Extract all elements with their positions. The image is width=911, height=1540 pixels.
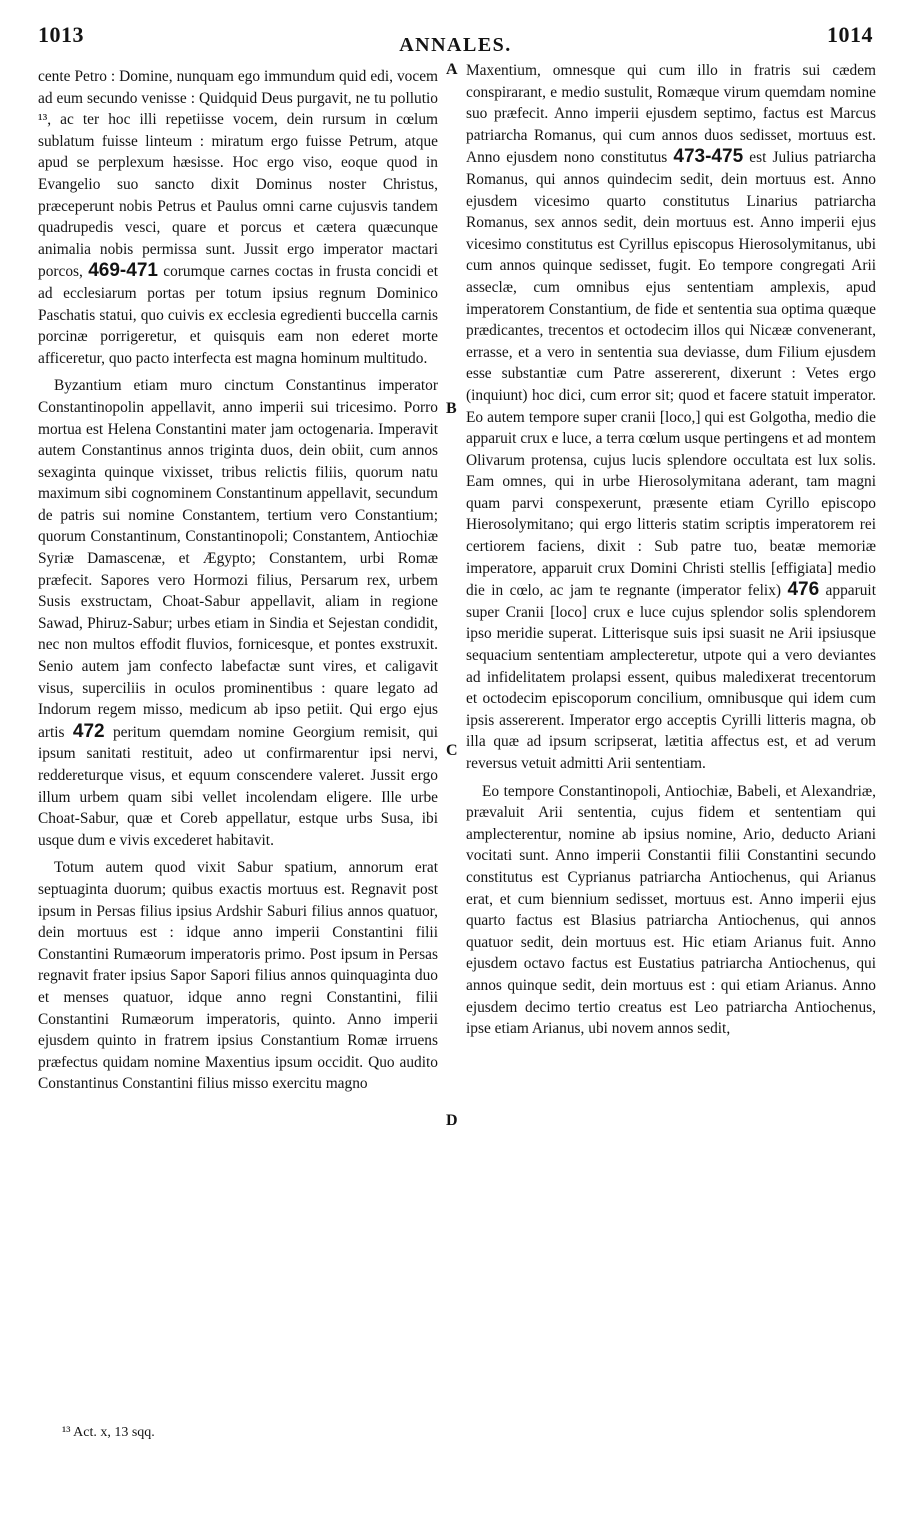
running-title: ANNALES. [399, 34, 512, 56]
year-marker-inline: 469-471 [88, 260, 158, 282]
right-paragraph: Eo tempore Constantinopoli, Antiochiæ, Babeli, et Alexandriæ, prævaluit Arii sententia, cujus fidem et sententiam qui amplecterentur, nomine ab ipsius nomine, Ario, deducto Ariani vocitati sunt. Anno imperii Constantii filii Constantini secundo constitutus est Cyprianus patriarcha Antiochenus, qui Arianus erat, et cum biennium sedisset, mortuus est. Anno imperii ejus quarto factus est Blasius patriarcha Antiochenus, qui annos quatuor sedit, dein mortuus est. Hic etiam Arianus fuit. Anno ejusdem octavo factus est Eustatius patriarcha Antiochenus, qui annos quinque sedit, dein mortuus est : qui etiam Arianus. Anno ejusdem decimo tertio creatus est Leo patriarcha Antiochenus, ipse etiam Arianus, ubi novem annos sedit, [466, 782, 876, 1038]
left-paragraph: cente Petro : Domine, nunquam ego immundum quid edi, vocem ad eum secundo venisse : Quidquid Deus purgavit, ne tu pollutio ¹³, ac ter hoc illi repetiisse vocem, dein rursum in cœlum sublatum fuisse linteum : miratum ergo fuisse Petrum, atque apud se perplexum hæsisse. Hoc ergo viso, eoque quod in Evangelio suo sancto dixit Dominus noster Christus, præceperunt nobis Petrus et Paulus omni carne cujusvis tandem quadrupedis vesci, quare et porcus et cætera quæcunque animalia nobis permissa sunt. Jussit ergo imperator mactari porcos, 469-471 corumque carnes coctas in frusta concidi et ad ecclesiarum portas per totum ipsius regnum Dominico Paschatis statui, quo cuivis ex ecclesia egredienti buccella carnis porcinæ porrigeretur, et quisquis eam non ederet morte afficeretur, quo pacto interfecta est magna hominum multitudo. [38, 68, 438, 367]
right-paragraph: Maxentium, omnesque qui cum illo in fratris sui cædem conspirarant, e medio sustulit, Romæque virum quemdam nomine suo præfecit. Anno imperii ejusdem septimo, factus est Marcus patriarcha Romanus, qui cum annos duos sedisset, mortuus est. Anno ejusdem nono constitutus 473-475 est Julius patriarcha Romanus, qui annos quindecim sedit, dein mortuus est. Anno ejusdem vicesimo quarto constitutus Linarius patriarcha Romanus, sex annos sedit, dein mortuus est. Anno imperii ejus vicesimo constitutus est Cyrillus episcopus Hierosolymitanus, ubi cum annos quinque sedisset, fugit. Eo tempore congregati Arii asseclæ, cum omnibus ejus sententiam amplexis, apud imperatorem Constantium, de fide et sententia sua optima quæque prædicantes, trecentos et octodecim illos qui Nicææ convenerant, errasse, et a vero in sententia sua deviasse, dum Filium ejusdem esse substantiæ cum Patre assererent, dixerunt : Vetes ergo (inquiunt) hoc dici, cum error sit; quod et facere statuit imperator. Eo autem tempore super cranii [loco,] qui est Golgotha, medio die apparuit crux e luce, a terra cœlum usque pertingens et ad montem Olivarum protensa, cujus lucis splendore occultata est lux solis. Eam omnes, qui in urbe Hierosolymitana aderant, tam magni quam parvi conspexerunt, præsente etiam Cyrillo episcopo Hierosolymitano; qui ergo litteris statim scriptis imperatorem rei certiorem faciens, dixit : Sub patre tuo, beatæ memoriæ imperatore, apparuit crux Domini Christi stellis [effigiata] medio die in cœlo, ac jam te regnante (imperator felix) 476 apparuit super Cranii [loco] crux e luce cujus splendor solis splendorem ipso meridie superat. Litterisque suis ipsi suasit ne Arii ipsiusque sequacium sententiam amplecteretur, utpote qui a vero deviantes ad infidelitatem prolapsi essent, quibus maledixerat trecentorum et octodecim episcoporum concilium, omnibusque qui idem cum ipsis assererent. Imperator ergo acceptis Cyrilli litteris magna, ob illa quæ ad ipsum scripserat, lætitia affectus est, et ad verum reversus vetuit admitti Arii sententiam. [466, 62, 876, 772]
right-column [466, 60, 876, 1040]
left-column [38, 60, 438, 1095]
margin-letter-b: B [446, 400, 457, 417]
page-number-left: 1013 [38, 22, 84, 47]
year-marker-inline: 473-475 [673, 146, 744, 168]
year-marker-inline: 476 [787, 579, 820, 601]
margin-letter-c: C [446, 742, 458, 759]
left-paragraph: Totum autem quod vixit Sabur spatium, annorum erat septuaginta duorum; quibus exactis mortuus est. Regnavit post ipsum in Persas filius ipsius Ardshir Saburi filius annos quatuor, dein mortuus est : idque anno imperii Constantini filii Constantini Rumæorum imperatoris primo. Post ipsum in Persas regnavit frater ipsius Sapor Sapori filius annos quinquaginta duo et menses quatuor, idque anno regni Constantini, filii Constantini Rumæorum imperatoris, quinto. Anno imperii ejusdem quinto in fratrem ipsius Constantium Romæ irruens præfectus quidam nomine Maxentius ipsum occidit. Quo audito Constantinus Constantini filius misso exercitu magno [38, 859, 438, 1093]
margin-letter-d: D [446, 1112, 458, 1129]
left-paragraph: Byzantium etiam muro cinctum Constantinus imperator Constantinopolin appellavit, anno imperii sui tricesimo. Porro mortua est Helena Constantini mater jam octogenaria. Imperavit autem Constantinus annos triginta duos, dein obiit, cum annos sexaginta quinque vixisset, tribus relictis filiis, quorum natu maximum sibi cognominem Constantinum appellavit, secundum de patris sui nomine Constantem, tertium vero Constantium; quorum Constantinum, Constantinopoli; Constantem, Antiochiæ Syriæ Damascenæ, et Ægypto; Constantem, urbi Romæ præfecit. Sapores vero Hormozi filius, Persarum rex, urbem Susis exstructam, Choat-Sabur appellavit, aliam in regione Sawad, Phiruz-Sabur; urbes etiam in Sindia et Sejestan condidit, nec non multos effodit fluvios, fornicesque, et pontes exstruxit. Senio autem jam confecto labefactæ sunt vires, et caligavit visus, superciliis in oculos prominentibus : quare legato ad Indorum regem misso, medicum ab ipso petiit. Qui ergo ejus artis 472 peritum quemdam nomine Georgium remisit, qui ipsum sanitati restituit, adeo ut confirmarentur ipsi nervi, reddereturque visus, et equum conscendere valeret. Jussit ergo illum urbem quam sibi vellet incolendam eligere. Ille urbe Choat-Sabur, quæ et Coreb appellatur, estque urbs Susa, ibi usque dum e vivis excederet habitavit. [38, 377, 438, 849]
year-marker-inline: 472 [72, 720, 105, 742]
margin-letter-a: A [446, 61, 458, 78]
footnote: ¹³ Act. x, 13 sqq. [62, 1425, 155, 1440]
page-number-right: 1014 [827, 22, 873, 47]
